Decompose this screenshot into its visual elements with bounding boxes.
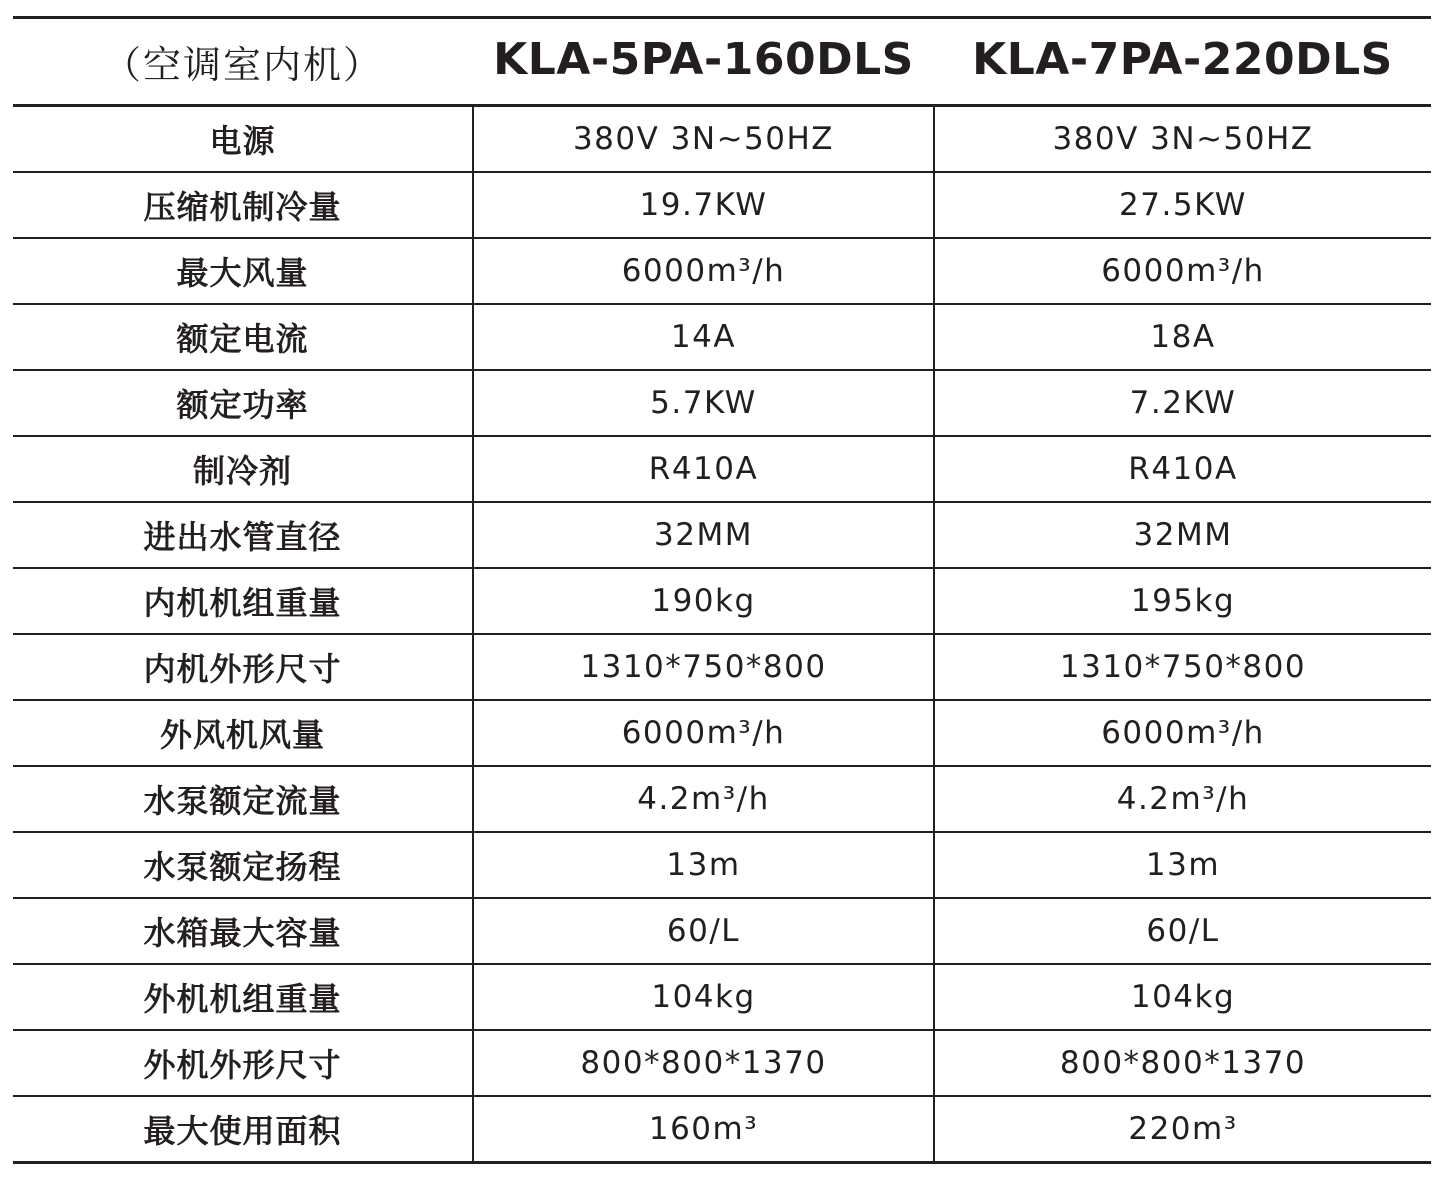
table-row — [13, 1030, 1431, 1096]
model-value-cell: R410A — [473, 436, 934, 502]
table-row — [13, 766, 1431, 832]
model-value-cell: 13m — [473, 832, 934, 898]
model-value-cell: 7.2KW — [934, 370, 1431, 436]
param-label-cell: 内机机组重量 — [13, 568, 473, 634]
model-value-cell: 32MM — [473, 502, 934, 568]
param-label-cell: 最大风量 — [13, 238, 473, 304]
param-label-cell: 水泵额定扬程 — [13, 832, 473, 898]
param-label-cell: 额定电流 — [13, 304, 473, 370]
table-header-row — [13, 18, 1431, 106]
param-label-cell: 外机机组重量 — [13, 964, 473, 1030]
param-label-cell: 外风机风量 — [13, 700, 473, 766]
model-header: KLA-5PA-160DLS — [473, 18, 934, 106]
model-value-cell: 800*800*1370 — [473, 1030, 934, 1096]
model-value-cell: 14A — [473, 304, 934, 370]
model-value-cell: 800*800*1370 — [934, 1030, 1431, 1096]
model-value-cell: 6000m³/h — [473, 700, 934, 766]
model-value-cell: 6000m³/h — [934, 238, 1431, 304]
table-row — [13, 832, 1431, 898]
model-value-cell: 60/L — [473, 898, 934, 964]
table-row — [13, 634, 1431, 700]
model-value-cell: 195kg — [934, 568, 1431, 634]
model-value-cell: 160m³ — [473, 1096, 934, 1163]
model-value-cell: 104kg — [934, 964, 1431, 1030]
model-value-cell: 5.7KW — [473, 370, 934, 436]
param-label-cell: 制冷剂 — [13, 436, 473, 502]
model-value-cell: 19.7KW — [473, 172, 934, 238]
model-value-cell: 104kg — [473, 964, 934, 1030]
model-value-cell: 27.5KW — [934, 172, 1431, 238]
model-value-cell: 4.2m³/h — [934, 766, 1431, 832]
param-label-cell: 额定功率 — [13, 370, 473, 436]
param-label-cell: 压缩机制冷量 — [13, 172, 473, 238]
table-row — [13, 898, 1431, 964]
param-label-cell: 内机外形尺寸 — [13, 634, 473, 700]
header-label: （空调室内机） — [13, 18, 473, 106]
table-row — [13, 172, 1431, 238]
model-value-cell: 6000m³/h — [473, 238, 934, 304]
param-label-cell: 最大使用面积 — [13, 1096, 473, 1163]
spec-table — [13, 16, 1431, 1164]
table-row — [13, 304, 1431, 370]
table-body — [13, 106, 1431, 1163]
table-row — [13, 568, 1431, 634]
model-value-cell: 190kg — [473, 568, 934, 634]
table-row — [13, 502, 1431, 568]
param-label-cell: 电源 — [13, 106, 473, 173]
table-row — [13, 964, 1431, 1030]
table-row — [13, 370, 1431, 436]
table-row — [13, 700, 1431, 766]
table-row — [13, 106, 1431, 173]
param-label-cell: 水箱最大容量 — [13, 898, 473, 964]
model-value-cell: 13m — [934, 832, 1431, 898]
model-value-cell: 32MM — [934, 502, 1431, 568]
param-label-cell: 水泵额定流量 — [13, 766, 473, 832]
model-value-cell: 4.2m³/h — [473, 766, 934, 832]
model-value-cell: 1310*750*800 — [473, 634, 934, 700]
param-label-cell: 进出水管直径 — [13, 502, 473, 568]
model-header: KLA-7PA-220DLS — [934, 18, 1431, 106]
model-value-cell: R410A — [934, 436, 1431, 502]
model-value-cell: 1310*750*800 — [934, 634, 1431, 700]
model-value-cell: 380V 3N~50HZ — [473, 106, 934, 173]
model-value-cell: 60/L — [934, 898, 1431, 964]
table-row — [13, 238, 1431, 304]
model-value-cell: 18A — [934, 304, 1431, 370]
param-label-cell: 外机外形尺寸 — [13, 1030, 473, 1096]
table-row — [13, 1096, 1431, 1163]
model-value-cell: 6000m³/h — [934, 700, 1431, 766]
model-value-cell: 380V 3N~50HZ — [934, 106, 1431, 173]
table-row — [13, 436, 1431, 502]
model-value-cell: 220m³ — [934, 1096, 1431, 1163]
